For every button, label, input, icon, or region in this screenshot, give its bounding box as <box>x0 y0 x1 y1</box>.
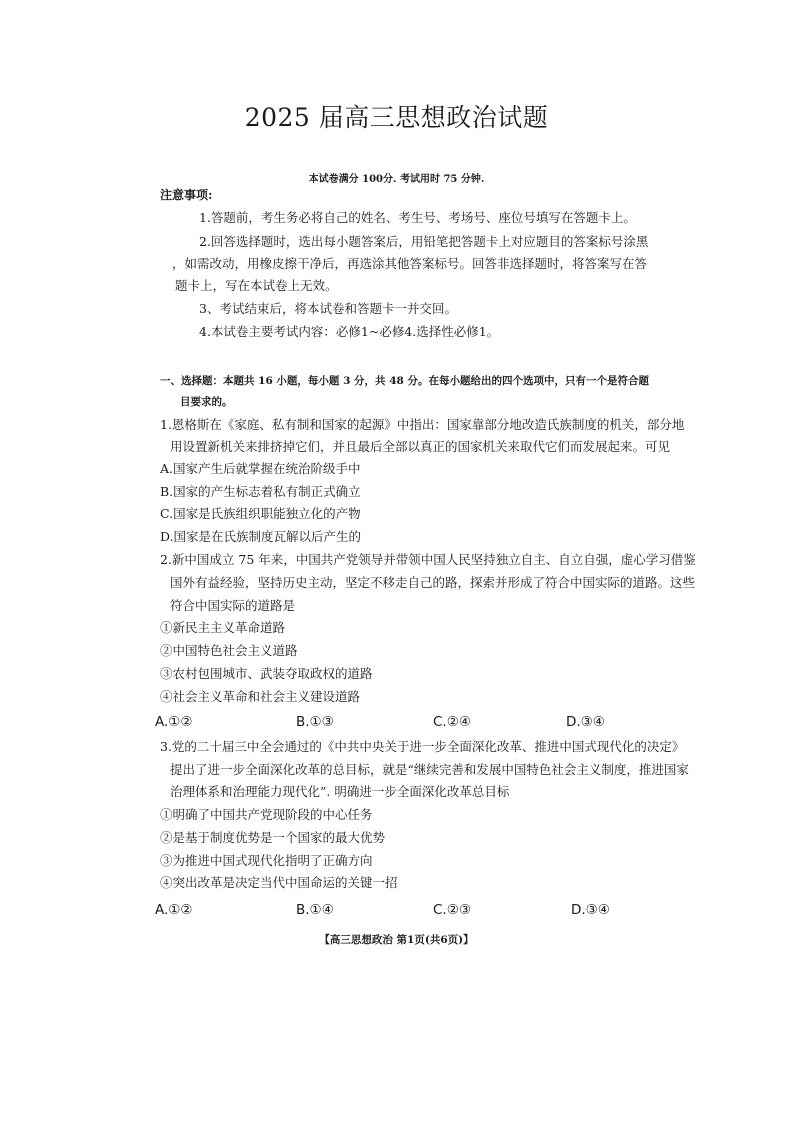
question-2-stem-cont: 符合中国实际的道路是 <box>170 598 296 613</box>
question-2-option-d: D.③④ <box>566 714 605 730</box>
notice-item: 2.回答选择题时，选出每小题答案后，用铅笔把答题卡上对应题目的答案标号涂黑 <box>199 234 649 249</box>
section-heading-cont: 目要求的。 <box>180 396 233 408</box>
question-3-item: ②是基于制度优势是一个国家的最大优势 <box>160 830 386 845</box>
question-1-option-a: A.国家产生后就掌握在统治阶级手中 <box>160 461 361 476</box>
question-2-item: ③农村包围城市、武装夺取政权的道路 <box>160 666 373 681</box>
question-3-option-d: D.③④ <box>571 902 610 918</box>
question-2-item: ④社会主义革命和社会主义建设道路 <box>160 689 361 704</box>
question-2-option-a: A.①② <box>155 714 193 730</box>
notice-item: 4.本试卷主要考试内容：必修1~必修4.选择性必修1。 <box>199 324 500 339</box>
question-3-stem-cont: 提出了进一步全面深化改革的总目标，就是“继续完善和发展中国特色社会主义制度，推进国家 <box>170 762 689 777</box>
question-1-option-c: C.国家是氏族组织职能独立化的产物 <box>160 506 361 521</box>
question-3-item: ①明确了中国共产党现阶段的中心任务 <box>160 807 373 822</box>
notice-item: 1.答题前，考生务必将自己的姓名、考生号、考场号、座位号填写在答题卡上。 <box>199 210 636 225</box>
notice-item: 3、考试结束后，将本试卷和答题卡一并交回。 <box>199 301 457 316</box>
question-3-option-b: B.①④ <box>296 902 334 918</box>
section-heading: 一、选择题：本题共 16 小题，每小题 3 分，共 48 分。在每小题给出的四个选项中，只有一个是符合题 <box>160 375 649 387</box>
question-1-stem-cont: 用设置新机关来排挤掉它们，并且最后全部以真正的国家机关来取代它们而发展起来。可见 <box>170 439 671 454</box>
notice-heading: 注意事项: <box>160 188 213 202</box>
question-2-option-b: B.①③ <box>296 714 334 730</box>
question-1-stem: 1.恩格斯在《家庭、私有制和国家的起源》中指出：国家靠部分地改造氏族制度的机关，部分地 <box>160 417 685 432</box>
notice-item: 题卡上，写在本试卷上无效。 <box>175 278 338 293</box>
exam-meta: 本试卷满分 100分. 考试用时 75 分钟. <box>308 174 485 185</box>
question-2-item: ①新民主主义革命道路 <box>160 620 286 635</box>
notice-item: ，如需改动，用橡皮擦干净后，再选涂其他答案标号。回答非选择题时，将答案写在答 <box>172 256 648 271</box>
question-2-stem-cont: 国外有益经验，坚持历史主动，坚定不移走自己的路，探索并形成了符合中国实际的道路。这些 <box>170 575 696 590</box>
page-footer: 【高三思想政治 第1页(共6页)】 <box>319 934 474 946</box>
question-2-option-c: C.②④ <box>433 714 471 730</box>
question-1-option-b: B.国家的产生标志着私有制正式确立 <box>160 484 361 499</box>
question-3-option-a: A.①② <box>155 902 193 918</box>
question-2-stem: 2.新中国成立 75 年来，中国共产党领导并带领中国人民坚持独立自主、自立自强，虚心学习借鉴 <box>160 552 696 567</box>
question-1-option-d: D.国家是在氏族制度瓦解以后产生的 <box>160 529 362 544</box>
question-3-stem-cont: 治理体系和治理能力现代化”. 明确进一步全面深化改革总目标 <box>170 784 510 799</box>
question-3-item: ④突出改革是决定当代中国命运的关键一招 <box>160 875 398 890</box>
question-3-item: ③为推进中国式现代化指明了正确方向 <box>160 853 373 868</box>
exam-title: 2025 届高三思想政治试题 <box>244 103 549 132</box>
question-3-stem: 3.党的二十届三中全会通过的《中共中央关于进一步全面深化改革、推进中国式现代化的决定》 <box>160 739 685 754</box>
question-3-option-c: C.②③ <box>433 902 471 918</box>
question-2-item: ②中国特色社会主义道路 <box>160 643 298 658</box>
